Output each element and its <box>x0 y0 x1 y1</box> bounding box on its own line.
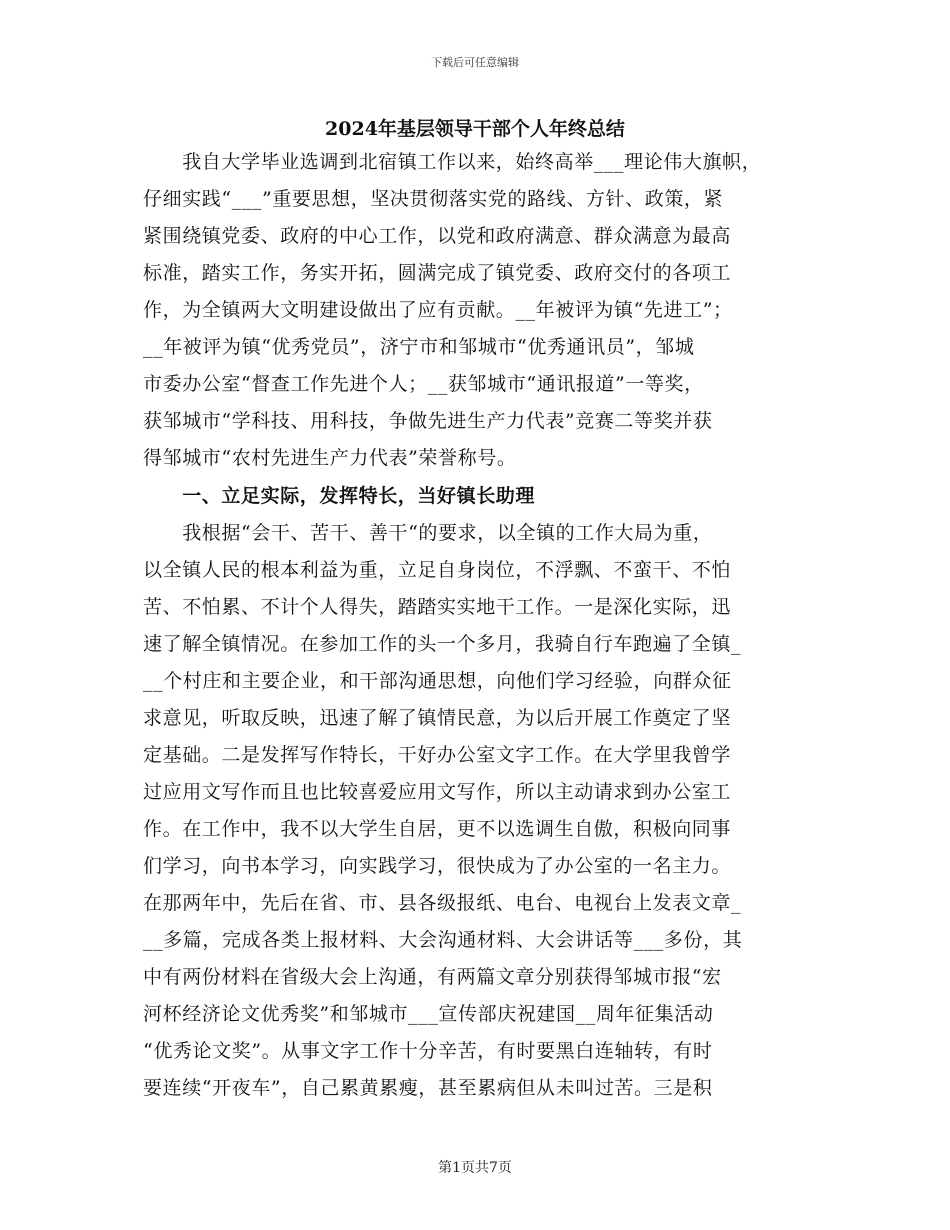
body-line: 过应用文写作而且也比较喜爱应用文写作，所以主动请求到办公室工 <box>143 781 732 803</box>
body-line: 标准，踏实工作，务实开拓，圆满完成了镇党委、政府交付的各项工 <box>143 262 732 284</box>
body-line: 我根据“会干、苦干、善干“的要求，以全镇的工作大局为重， <box>143 522 713 544</box>
body-line: 苦、不怕累、不计个人得失，踏踏实实地干工作。一是深化实际，迅 <box>143 596 732 618</box>
page-number: 第1页共7页 <box>438 1160 512 1176</box>
body-line: 求意见，听取反映，迅速了解了镇情民意，为以后开展工作奠定了坚 <box>143 707 732 729</box>
body-line: __个村庄和主要企业，和干部沟通思想，向他们学习经验，向群众征 <box>143 670 732 692</box>
body-line: 市委办公室“督查工作先进个人；__获邹城市“通讯报道”一等奖， <box>143 373 704 395</box>
body-line: 紧围绕镇党委、政府的中心工作，以党和政府满意、群众满意为最高 <box>143 225 732 247</box>
body-line: 得邹城市“农村先进生产力代表”荣誉称号。 <box>143 447 517 469</box>
body-line: 定基础。二是发挥写作特长，干好办公室文字工作。在大学里我曾学 <box>143 744 732 766</box>
body-line: 作，为全镇两大文明建设做出了应有贡献。__年被评为镇“先进工”； <box>143 299 733 321</box>
document-title: 2024年基层领导干部个人年终总结 <box>325 118 625 140</box>
body-line: 我自大学毕业选调到北宿镇工作以来，始终高举___理论伟大旗帜， <box>143 151 762 173</box>
body-line: 要连续“开夜车”，自己累黄累瘦，甚至累病但从未叫过苦。三是积 <box>143 1077 713 1099</box>
body-line: 获邹城市“学科技、用科技，争做先进生产力代表”竞赛二等奖并获 <box>143 410 713 432</box>
body-line: “优秀论文奖”。从事文字工作十分辛苦，有时要黑白连轴转，有时 <box>143 1040 713 1062</box>
body-line: __多篇，完成各类上报材料、大会沟通材料、大会讲话等___多份，其 <box>143 929 743 951</box>
body-line: 以全镇人民的根本利益为重，立足自身岗位，不浮飘、不蛮干、不怕 <box>143 559 732 581</box>
body-line: __年被评为镇“优秀党员”，济宁市和邹城市“优秀通讯员”，邹城 <box>143 336 695 358</box>
body-line: 仔细实践“___”重要思想，坚决贯彻落实党的路线、方针、政策，紧 <box>143 188 724 210</box>
body-line: 速了解全镇情况。在参加工作的头一个多月，我骑自行车跑遍了全镇_ <box>143 633 742 655</box>
body-line: 们学习，向书本学习，向实践学习，很快成为了办公室的一名主力。 <box>143 855 732 877</box>
body-line: 中有两份材料在省级大会上沟通，有两篇文章分别获得邹城市报“宏 <box>143 966 722 988</box>
header-note: 下载后可任意编辑 <box>431 56 519 69</box>
body-line: 河杯经济论文优秀奖”和邹城市___宣传部庆祝建国__周年征集活动 <box>143 1003 714 1025</box>
section-heading: 一、立足实际，发挥特长，当好镇长助理 <box>143 485 536 507</box>
body-line: 作。在工作中，我不以大学生自居，更不以选调生自傲，积极向同事 <box>143 818 732 840</box>
body-line: 在那两年中，先后在省、市、县各级报纸、电台、电视台上发表文章_ <box>143 892 742 914</box>
